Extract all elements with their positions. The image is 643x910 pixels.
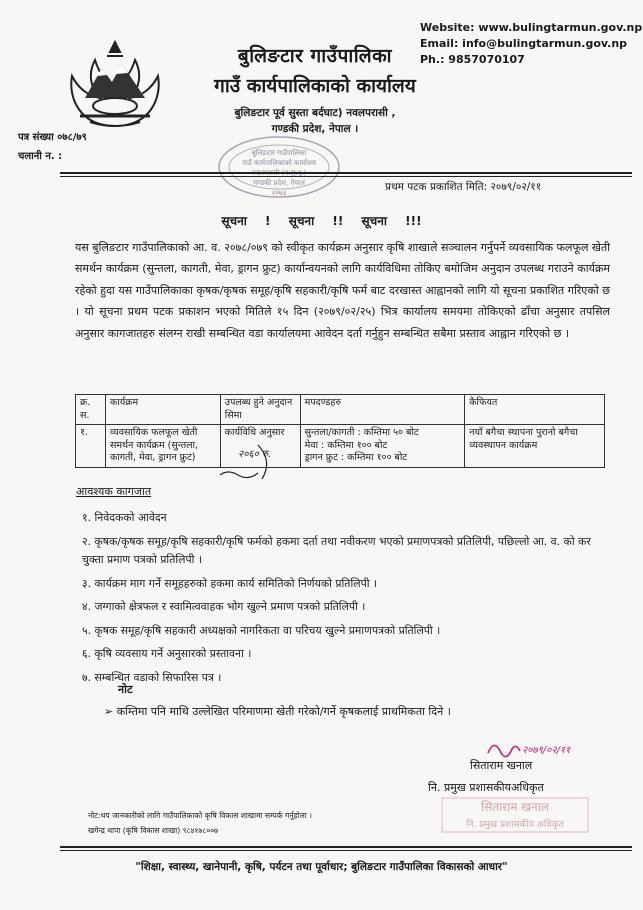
- th-criteria: मपदण्डहरु: [300, 395, 465, 425]
- footnote-line-2: खगेन्द्र थापा (कृषि विकास शाखा) ९८४१७८००७: [88, 826, 219, 835]
- office-stamp: [215, 133, 343, 201]
- program-table: [75, 394, 605, 468]
- list-item: ५. कृषक समूह/कृषि सहकारी अध्यक्षको नागरिकता वा परिचय खुल्ने प्रमाणपत्रको प्रतिलिपी ।: [82, 623, 441, 637]
- cell-remarks: नयाँ बगैचा स्थापना पुरानो बगैचा व्यवस्थापन कार्यक्रम: [465, 425, 605, 468]
- docs-list: [82, 509, 612, 692]
- publish-date: प्रथम पटक प्रकाशित मिति: २०७९/०२/११: [385, 181, 542, 193]
- email[interactable]: Email: info@bulingtarmun.gov.np: [420, 37, 628, 50]
- arrow-bullet-icon: ➢: [104, 705, 117, 718]
- stamp-line-1: बुलिङटार गाउँपालिका: [251, 149, 307, 157]
- handwritten-annotation: [218, 441, 288, 481]
- cell-criteria: [300, 425, 465, 468]
- stamp-line-2: गाउँ कार्यपालिकाको कार्यालय: [242, 159, 316, 167]
- th-limit: उपलब्ध हुने अनुदान सिमा: [220, 395, 300, 425]
- table-header-row: [76, 395, 605, 425]
- table-row: [76, 425, 605, 468]
- th-sn: क्र. स.: [76, 395, 106, 425]
- criteria-1: सुन्तला/कागती : कम्तिमा ५० बोट: [304, 427, 419, 438]
- municipality-name: बुलिङटार गाउँपालिका: [237, 45, 393, 67]
- th-remarks: कैफियत: [465, 395, 605, 425]
- header-rule-thin: [60, 176, 632, 177]
- footer-motto: "शिक्षा, स्वास्थ्य, खानेपानी, कृषि, पर्यटन तथा पूर्वाधार; बुलिङटार गाउँपालिका विकासको आधार": [135, 861, 508, 873]
- cell-sn: १.: [76, 425, 106, 468]
- footer-rule-thin: [60, 850, 632, 851]
- footnote-line-1: नोट:थप जानकारीको लागि गाउँपालिकाको कृषि विकास शाखामा सम्पर्क गर्नुहोला ।: [88, 811, 313, 820]
- docs-heading: आवश्यक कागजात: [76, 485, 152, 498]
- list-item: ७. सम्बन्धित वडाको सिफारिस पत्र ।: [82, 670, 222, 684]
- website[interactable]: Website: www.bulingtarmun.gov.np: [420, 21, 643, 34]
- address-line-2: गण्डकी प्रदेश, नेपाल ।: [271, 123, 359, 135]
- phone: Ph.: 9857070107: [420, 53, 525, 66]
- stamp2-line-2: नि. प्रमुख प्रशासकीय अधिकृत: [466, 820, 564, 830]
- list-item: ६. कृषि व्यवसाय गर्ने अनुसारको प्रस्तावना ।: [82, 647, 252, 660]
- stamp-line-4: गण्डकी प्रदेश, नेपाल: [253, 179, 305, 187]
- address-line-1: बुलिङटार पूर्व सुस्ता बर्दघाट) नवलपरासी ,: [234, 107, 396, 119]
- signature-date: २०७९/०२/११: [522, 745, 571, 756]
- stamp2-line-1: सिताराम खनाल: [481, 800, 549, 814]
- note-line: [104, 704, 451, 719]
- dispatch-number: चलानी न. :: [18, 151, 63, 162]
- footer-rule-thick: [60, 846, 632, 848]
- list-item: २. कृषक/कृषक समूह/कृषि सहकारी/कृषि फर्मको हकमा दर्ता तथा नवीकरण भएको प्रमाणपत्रको प्रतिलिपी, पछिल्लो आ. व. को कर चुक्ता प्रमाण पत्रको प्रतिलिपी ।: [82, 534, 591, 566]
- body-paragraph: यस बुलिङटार गाउँपालिकाको आ. व. २०७८/०७९ को स्वीकृत कार्यक्रम अनुसार कृषि शाखाले सञ्चालन गर्नुपर्ने व्यवसायिक फलफूल खेती समर्थन कार्यक्रम (सुन्तला, कागती, मेवा, ड्रागन फ्रुट) कार्यान्वयनको लागि कार्यविधिमा तोकिए बमोजिम अनुदान उपलब्ध गराउने कार्यक्रम रहेको हुदा यस गाउँपालिकाका कृषक/कृषक समूह/कृषि सहकारी/कृषि फर्म बाट दरखास्त आह्वानको लागि यो सूचना प्रकाशित गरिएको छ । यो सूचना प्रथम पटक प्रकाशन भएको मितिले १५ दिन (२०७९/०२/२५) भित्र कार्यालय समयमा तोकिएको ढाँचा अनुसार तपसिल अनुसार कागजातहरु संलग्न राखी सम्बन्धित वडा कार्यालयमा आवेदन दर्ता गर्नुहुन सम्बन्धित सबैमा प्रस्ताव आह्वान गरिएको छ ।: [75, 241, 611, 340]
- list-item: १. निवेदकको आवेदन: [82, 511, 167, 524]
- criteria-2: मेवा : कम्तिमा १०० बोट: [304, 439, 388, 451]
- handwritten-limit: २०६० रु.: [238, 449, 272, 460]
- ref-number: पत्र संख्या ०७८/७९: [18, 132, 87, 143]
- footnote: [88, 808, 312, 838]
- th-program: कार्यक्रम: [105, 395, 220, 425]
- office-name: गाउँ कार्यपालिकाको कार्यालय: [214, 75, 416, 97]
- list-item: ४. जग्गाको क्षेत्रफल र स्वामित्ववाहक भोग खुल्ने प्रमाण पत्रको प्रतिलिपी ।: [82, 600, 366, 613]
- reference-block: [18, 128, 87, 166]
- cell-program: व्यवसायिक फलफूल खेती समर्थन कार्यक्रम (सुन्तला, कागती, मेवा, ड्रागन फ्रुट): [105, 425, 220, 468]
- note-text: कम्तिमा पनि माथि उल्लेखित परिमाणमा खेती गरेको/गर्ने कृषकलाई प्राथमिकता दिने ।: [116, 705, 451, 718]
- signatory-title: नि. प्रमुख प्रशासकीयअधिकृत: [428, 781, 544, 794]
- header-rule-thick: [60, 172, 632, 174]
- note-heading: नोट: [118, 683, 133, 696]
- criteria-3: ड्रागन फ्रुट : कम्तिमा १०० बोट: [304, 452, 408, 463]
- office-header: [150, 42, 480, 136]
- stamp-line-5: २०७३: [271, 189, 287, 197]
- notice-title: सूचना ! सूचना !! सूचना !!!: [221, 214, 422, 228]
- signatory-name: सिताराम खनाल: [470, 759, 533, 772]
- list-item: ३. कार्यक्रम माग गर्ने समूहहरुको हकमा कार्य समितिको निर्णयको प्रतिलिपी ।: [82, 576, 378, 590]
- officer-stamp: [440, 796, 590, 834]
- cell-limit: कार्यविधि अनुसार: [220, 425, 300, 468]
